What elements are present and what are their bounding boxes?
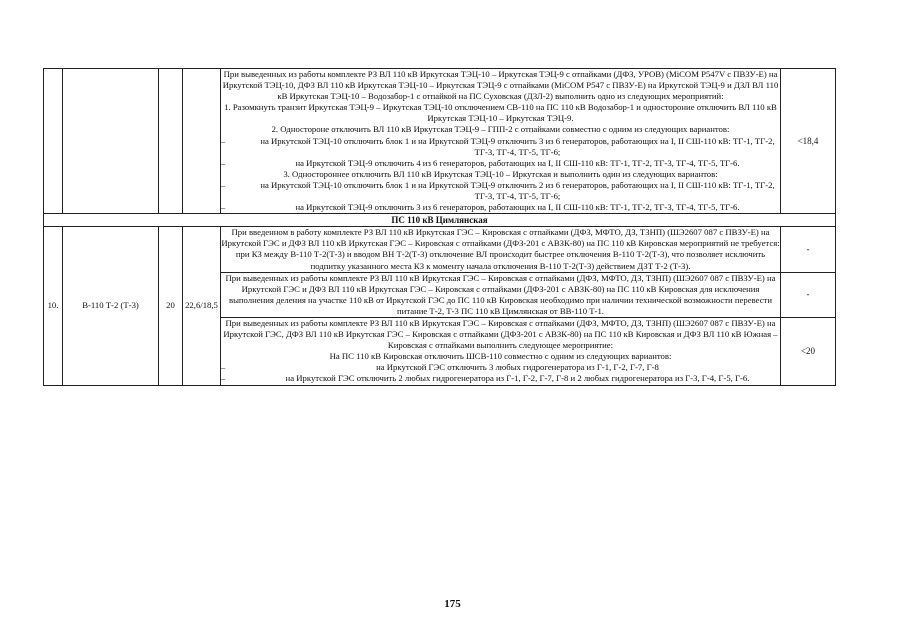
- list-item-text: на Иркутской ТЭЦ-10 отключить блок 1 и на Иркутской ТЭЦ-9 отключить 3 из 6 генераторов, работающих на I, II СШ-110 кВ: ТГ-1, ТГ-2, ТГ-3, ТГ-4, ТГ-5, ТГ-6;: [260, 135, 775, 157]
- list-dash: –: [221, 202, 226, 213]
- breaker-name: В-110 Т-2 (Т-3): [63, 227, 159, 385]
- value-cell: -: [781, 227, 836, 272]
- measures-cell: [221, 317, 781, 385]
- row-number: 10.: [44, 227, 63, 385]
- list-dash: –: [221, 135, 226, 146]
- list-item: [221, 202, 780, 213]
- list-item: [221, 180, 780, 202]
- measures-text: [221, 273, 780, 317]
- list-item-text: на Иркутской ТЭЦ-10 отключить блок 1 и на Иркутской ТЭЦ-9 отключить 2 из 6 генераторов, работающих на I, II СШ-110 кВ: ТГ-1, ТГ-2, ТГ-3, ТГ-4, ТГ-5, ТГ-6;: [260, 179, 775, 202]
- section-title-row: [44, 214, 836, 227]
- measures-text: [221, 69, 780, 213]
- value-cell: <18,4: [781, 69, 836, 214]
- cell-num-empty: [44, 69, 63, 214]
- paragraph: При выведенных из работы комплекте РЗ ВЛ 110 кВ Иркутская ТЭЦ-10 – Иркутская ТЭЦ-9 с отпайками (ДФЗ, УРОВ) (MiCOM P547V с ПВЗУ-Е) на Иркутской ТЭЦ-10, ДФЗ ВЛ 110 кВ Иркутская ТЭЦ-10 – Иркутская ТЭЦ-9 с отпайками (MiCOM P547 с ПВЗУ-Е) на Иркутской ТЭЦ-9 и ДЗЛ ВЛ 110 кВ Иркутская ТЭЦ-10 – Водозабор-1 с отпайкой на ПС Суховская (ДЗЛ-2) выполнить одно из следующих мероприятий:: [222, 69, 779, 102]
- list-item-text: на Иркутской ГЭС отключить 3 любых гидрогенератора из Г-1, Г-2, Г-7, Г-8: [376, 362, 659, 373]
- list-item: [221, 136, 780, 158]
- table-row-block1: [44, 69, 836, 214]
- table-row-block2: [44, 227, 836, 272]
- list-item-text: на Иркутской ТЭЦ-9 отключить 3 из 6 генераторов, работающих на I, II СШ-110 кВ: ТГ-1, ТГ-2, ТГ-3, ТГ-4, ТГ-5, ТГ-6.: [295, 202, 740, 213]
- measures-text: [221, 318, 780, 385]
- paragraph: 1. Разомкнуть транзит Иркутская ТЭЦ-9 – Иркутская ТЭЦ-10 отключением СВ-110 на ПС 110 кВ Водозабор-1 и одностороние отключить ВЛ 110 кВ Иркутская ТЭЦ-10 – Иркутская ТЭЦ-9.: [224, 102, 777, 124]
- list-dash: –: [221, 362, 226, 373]
- page-number: 175: [444, 598, 461, 610]
- list-dash: –: [221, 373, 226, 384]
- cell-col3-empty: [159, 69, 183, 214]
- section-title: ПС 110 кВ Цимлянская: [44, 214, 836, 227]
- value-cell: -: [781, 272, 836, 317]
- paragraph: При введенном в работу комплекте РЗ ВЛ 110 кВ Иркутская ГЭС – Кировская с отпайками (ДФЗ, МФТО, ДЗ, ТЗНП) (ШЭ2607 087 с ПВЗУ-Е) на Иркутской ГЭС и ДФЗ ВЛ 110 кВ Иркутская ГЭС – Кировская с отпайками (ДФЗ-201 с АВЗК-80) на ПС 110 кВ Кировская мероприятий не требуется: при КЗ между В-110 Т-2(Т-3) и вводом ВН Т-2(Т-3) отключение ВЛ происходит быстрее отключения В-110 Т-2(Т-3), что позволяет исключить подпитку указанного места КЗ к моменту начала отключения В-110 Т-2(Т-3) действием ДЗТ Т-2 (Т-3).: [221, 227, 780, 271]
- list-item: [221, 373, 780, 384]
- cell-col4-empty: [183, 69, 221, 214]
- paragraph: При выведенных из работы комплекте РЗ ВЛ 110 кВ Иркутская ГЭС – Кировская с отпайками (ДФЗ, МФТО, ДЗ, ТЗНП) (ШЭ2607 087 с ПВЗУ-Е) на Иркутской ГЭС и ДФЗ ВЛ 110 кВ Иркутская ГЭС – Кировская с отпайками (ДФЗ-201 с АВЗК-80) на ПС 110 кВ Кировская для исключения выполнения деления на участке 110 кВ от Иркутской ГЭС до ПС 110 кВ Кировская необходимо при наличии технической возможности перевести питание Т-2, Т-3 ПС 110 кВ Цимлянская от ВВ-110 Т-1.: [225, 272, 776, 316]
- list-item: [221, 362, 780, 373]
- list-item-text: на Иркутской ТЭЦ-9 отключить 4 из 6 генераторов, работающих на I, II СШ-110 кВ: ТГ-1, ТГ-2, ТГ-3, ТГ-4, ТГ-5, ТГ-6.: [295, 157, 740, 168]
- paragraph: 2. Одностороне отключить ВЛ 110 кВ Иркутская ТЭЦ-9 – ГПП-2 с отпайками совместно с одним из следующих вариантов:: [271, 124, 730, 135]
- measures-cell: [221, 272, 781, 317]
- paragraph: 3. Одностороннее отключить ВЛ 110 кВ Иркутская ТЭЦ-10 – Иркутская и выполнить один из следующих вариантов:: [283, 168, 718, 179]
- list-dash: –: [221, 157, 226, 168]
- measures-cell: [221, 227, 781, 272]
- value-cell: <20: [781, 317, 836, 385]
- cell-breaker-empty: [63, 69, 159, 214]
- measures-text: [221, 227, 780, 271]
- paragraph: На ПС 110 кВ Кировская отключить ШСВ-110 совместно с одним из следующих вариантов:: [329, 351, 672, 362]
- list-item-text: на Иркутской ГЭС отключить 2 любых гидрогенератора из Г-1, Г-2, Г-7, Г-8 и 2 любых гидрогенератора из Г-3, Г-4, Г-5, Г-6.: [285, 373, 750, 384]
- col4-value: 22,6/18,5: [183, 227, 221, 385]
- measures-cell: [221, 69, 781, 214]
- paragraph: При выведенных из работы комплекте РЗ ВЛ 110 кВ Иркутская ГЭС – Кировская с отпайками (ДФЗ, МФТО, ДЗ, ТЗНП) (ШЭ2607 087 с ПВЗУ-Е) на Иркутской ГЭС, ДФЗ ВЛ 110 кВ Иркутская ГЭС – Кировская с отпайками (ДФЗ-201 с АВЗК-80) на ПС 110 кВ Кировская и ДФЗ ВЛ 110 кВ Южная – Кировская с отпайками выполнить следующее мероприятие:: [223, 317, 778, 351]
- list-item: [221, 158, 780, 169]
- list-dash: –: [221, 179, 226, 190]
- protection-measures-table: [43, 68, 836, 386]
- col3-value: 20: [159, 227, 183, 385]
